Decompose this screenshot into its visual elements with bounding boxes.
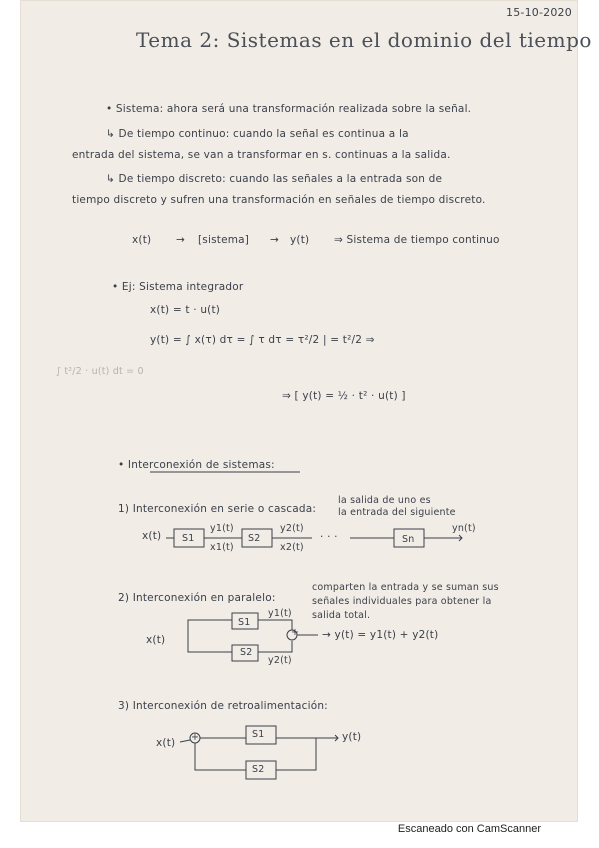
date: 15-10-2020 [506,6,572,19]
series-y2: y2(t) [280,523,304,534]
parallel-y2: y2(t) [268,655,292,666]
block-input: x(t) [132,234,152,246]
arrow-icon: → [270,234,279,246]
example-label: • Ej: Sistema integrador [112,281,244,293]
feedback-block-s1: S1 [252,729,265,740]
series-yn: yn(t) [452,523,476,534]
feedback-title: 3) Interconexión de retroalimentación: [118,700,328,712]
block-note: ⇒ Sistema de tiempo continuo [334,234,500,246]
intro-line-3: entrada del sistema, se van a transformar en s. continuas a la salida. [72,149,451,161]
feedback-sum-sign: + [191,732,200,743]
block-system-box: [sistema] [198,234,250,246]
feedback-input: x(t) [156,737,176,749]
scanner-watermark: Escaneado con CamScanner [397,823,541,835]
page-title: Tema 2: Sistemas en el dominio del tiempo [136,28,592,52]
example-side-note: ∫ t²/2 · u(t) dt = 0 [56,366,144,377]
series-input: x(t) [142,530,162,542]
parallel-note-2: señales individuales para obtener la [312,596,492,607]
feedback-output: y(t) [342,731,362,743]
example-eq1: x(t) = t · u(t) [150,304,221,316]
series-block-sn: Sn [402,534,415,545]
parallel-y1: y1(t) [268,608,292,619]
parallel-input: x(t) [146,634,166,646]
block-output: y(t) [290,234,310,246]
intro-line-5: tiempo discreto y sufren una transformación en señales de tiempo discreto. [72,194,486,206]
arrow-icon: → [176,234,185,246]
parallel-output: → y(t) = y1(t) + y2(t) [322,629,439,641]
parallel-note-3: salida total. [312,610,371,621]
parallel-note-1: comparten la entrada y se suman sus [312,582,499,593]
parallel-block-s2: S2 [240,647,253,658]
parallel-sum-sign: + [291,627,300,638]
series-note-2: la entrada del siguiente [338,507,456,518]
series-note-1: la salida de uno es [338,495,431,506]
parallel-block-s1: S1 [238,617,251,628]
series-block-s1: S1 [182,533,195,544]
parallel-title: 2) Interconexión en paralelo: [118,592,276,604]
example-eq2: y(t) = ∫ x(τ) dτ = ∫ τ dτ = τ²/2 | = t²/2 ⇒ [150,334,375,346]
intro-line-4: ↳ De tiempo discreto: cuando las señales a la entrada son de [106,173,443,185]
series-x1: x1(t) [210,542,234,553]
series-x2: x2(t) [280,542,304,553]
series-block-s2: S2 [248,533,261,544]
series-title: 1) Interconexión en serie o cascada: [118,503,317,515]
intro-line-2: ↳ De tiempo continuo: cuando la señal es continua a la [106,128,409,140]
interconnection-heading: • Interconexión de sistemas: [118,459,275,471]
series-y1: y1(t) [210,523,234,534]
intro-line-1: • Sistema: ahora será una transformación realizada sobre la señal. [106,103,472,115]
example-result: ⇒ [ y(t) = ½ · t² · u(t) ] [282,390,406,402]
feedback-block-s2: S2 [252,764,265,775]
series-dots: · · · [320,531,338,543]
